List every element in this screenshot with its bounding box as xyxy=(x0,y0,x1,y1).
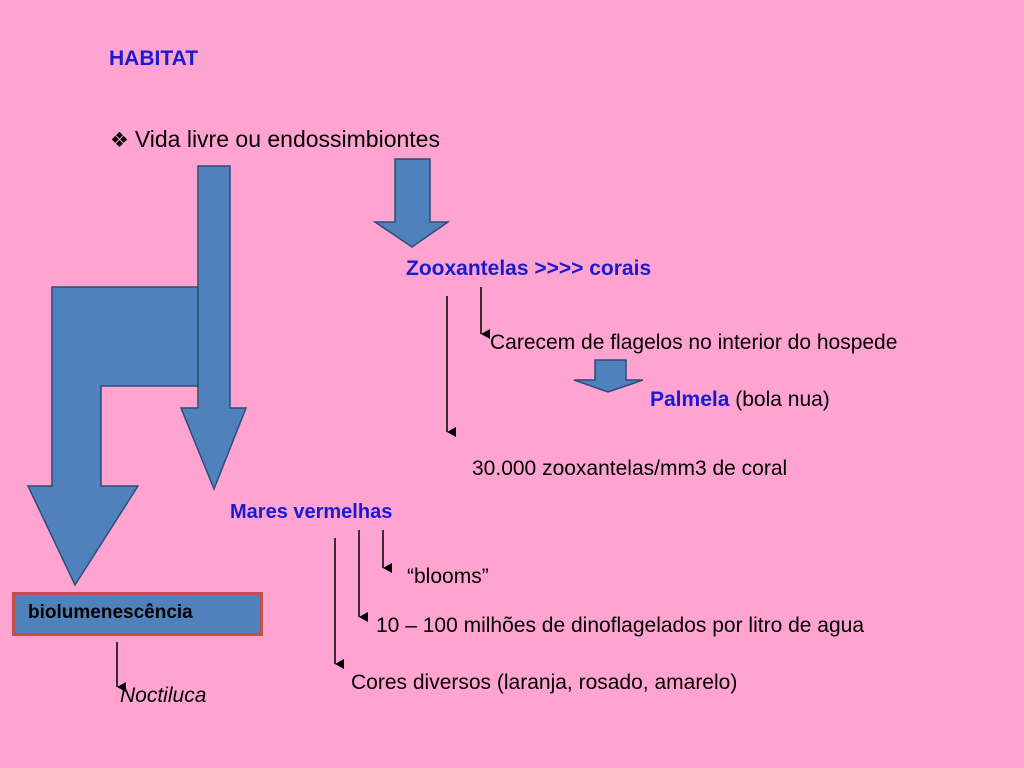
block-arrow-to-biolumenescencia xyxy=(28,287,198,585)
block-arrow-to-zooxantelas xyxy=(375,159,448,247)
zooxantelas-count: 30.000 zooxantelas/mm3 de coral xyxy=(472,457,788,480)
bullet-text: Vida livre ou endossimbiontes xyxy=(134,126,440,152)
palmela-desc: (bola nua) xyxy=(735,388,830,411)
palmela-term: Palmela xyxy=(650,388,730,411)
biolumenescencia-label: biolumenescência xyxy=(28,602,193,623)
diamond-bullet-icon: ❖ xyxy=(110,129,129,152)
zooxantelas-label: Zooxantelas >>>> corais xyxy=(406,257,652,280)
cores-text: Cores diversos (laranja, rosado, amarelo) xyxy=(351,671,738,694)
block-arrow-to-palmela xyxy=(574,360,643,392)
palmela-line xyxy=(650,389,830,410)
mares-vermelhas-label: Mares vermelhas xyxy=(230,501,393,523)
slide-title: HABITAT xyxy=(109,47,199,70)
noctiluca-label: Noctiluca xyxy=(120,684,207,707)
carecem-text: Carecem de flagelos no interior do hospede xyxy=(490,331,898,354)
blooms-text: “blooms” xyxy=(407,565,489,588)
milhoes-text: 10 – 100 milhões de dinoflagelados por litro de agua xyxy=(376,614,865,637)
bullet-item xyxy=(110,128,440,151)
